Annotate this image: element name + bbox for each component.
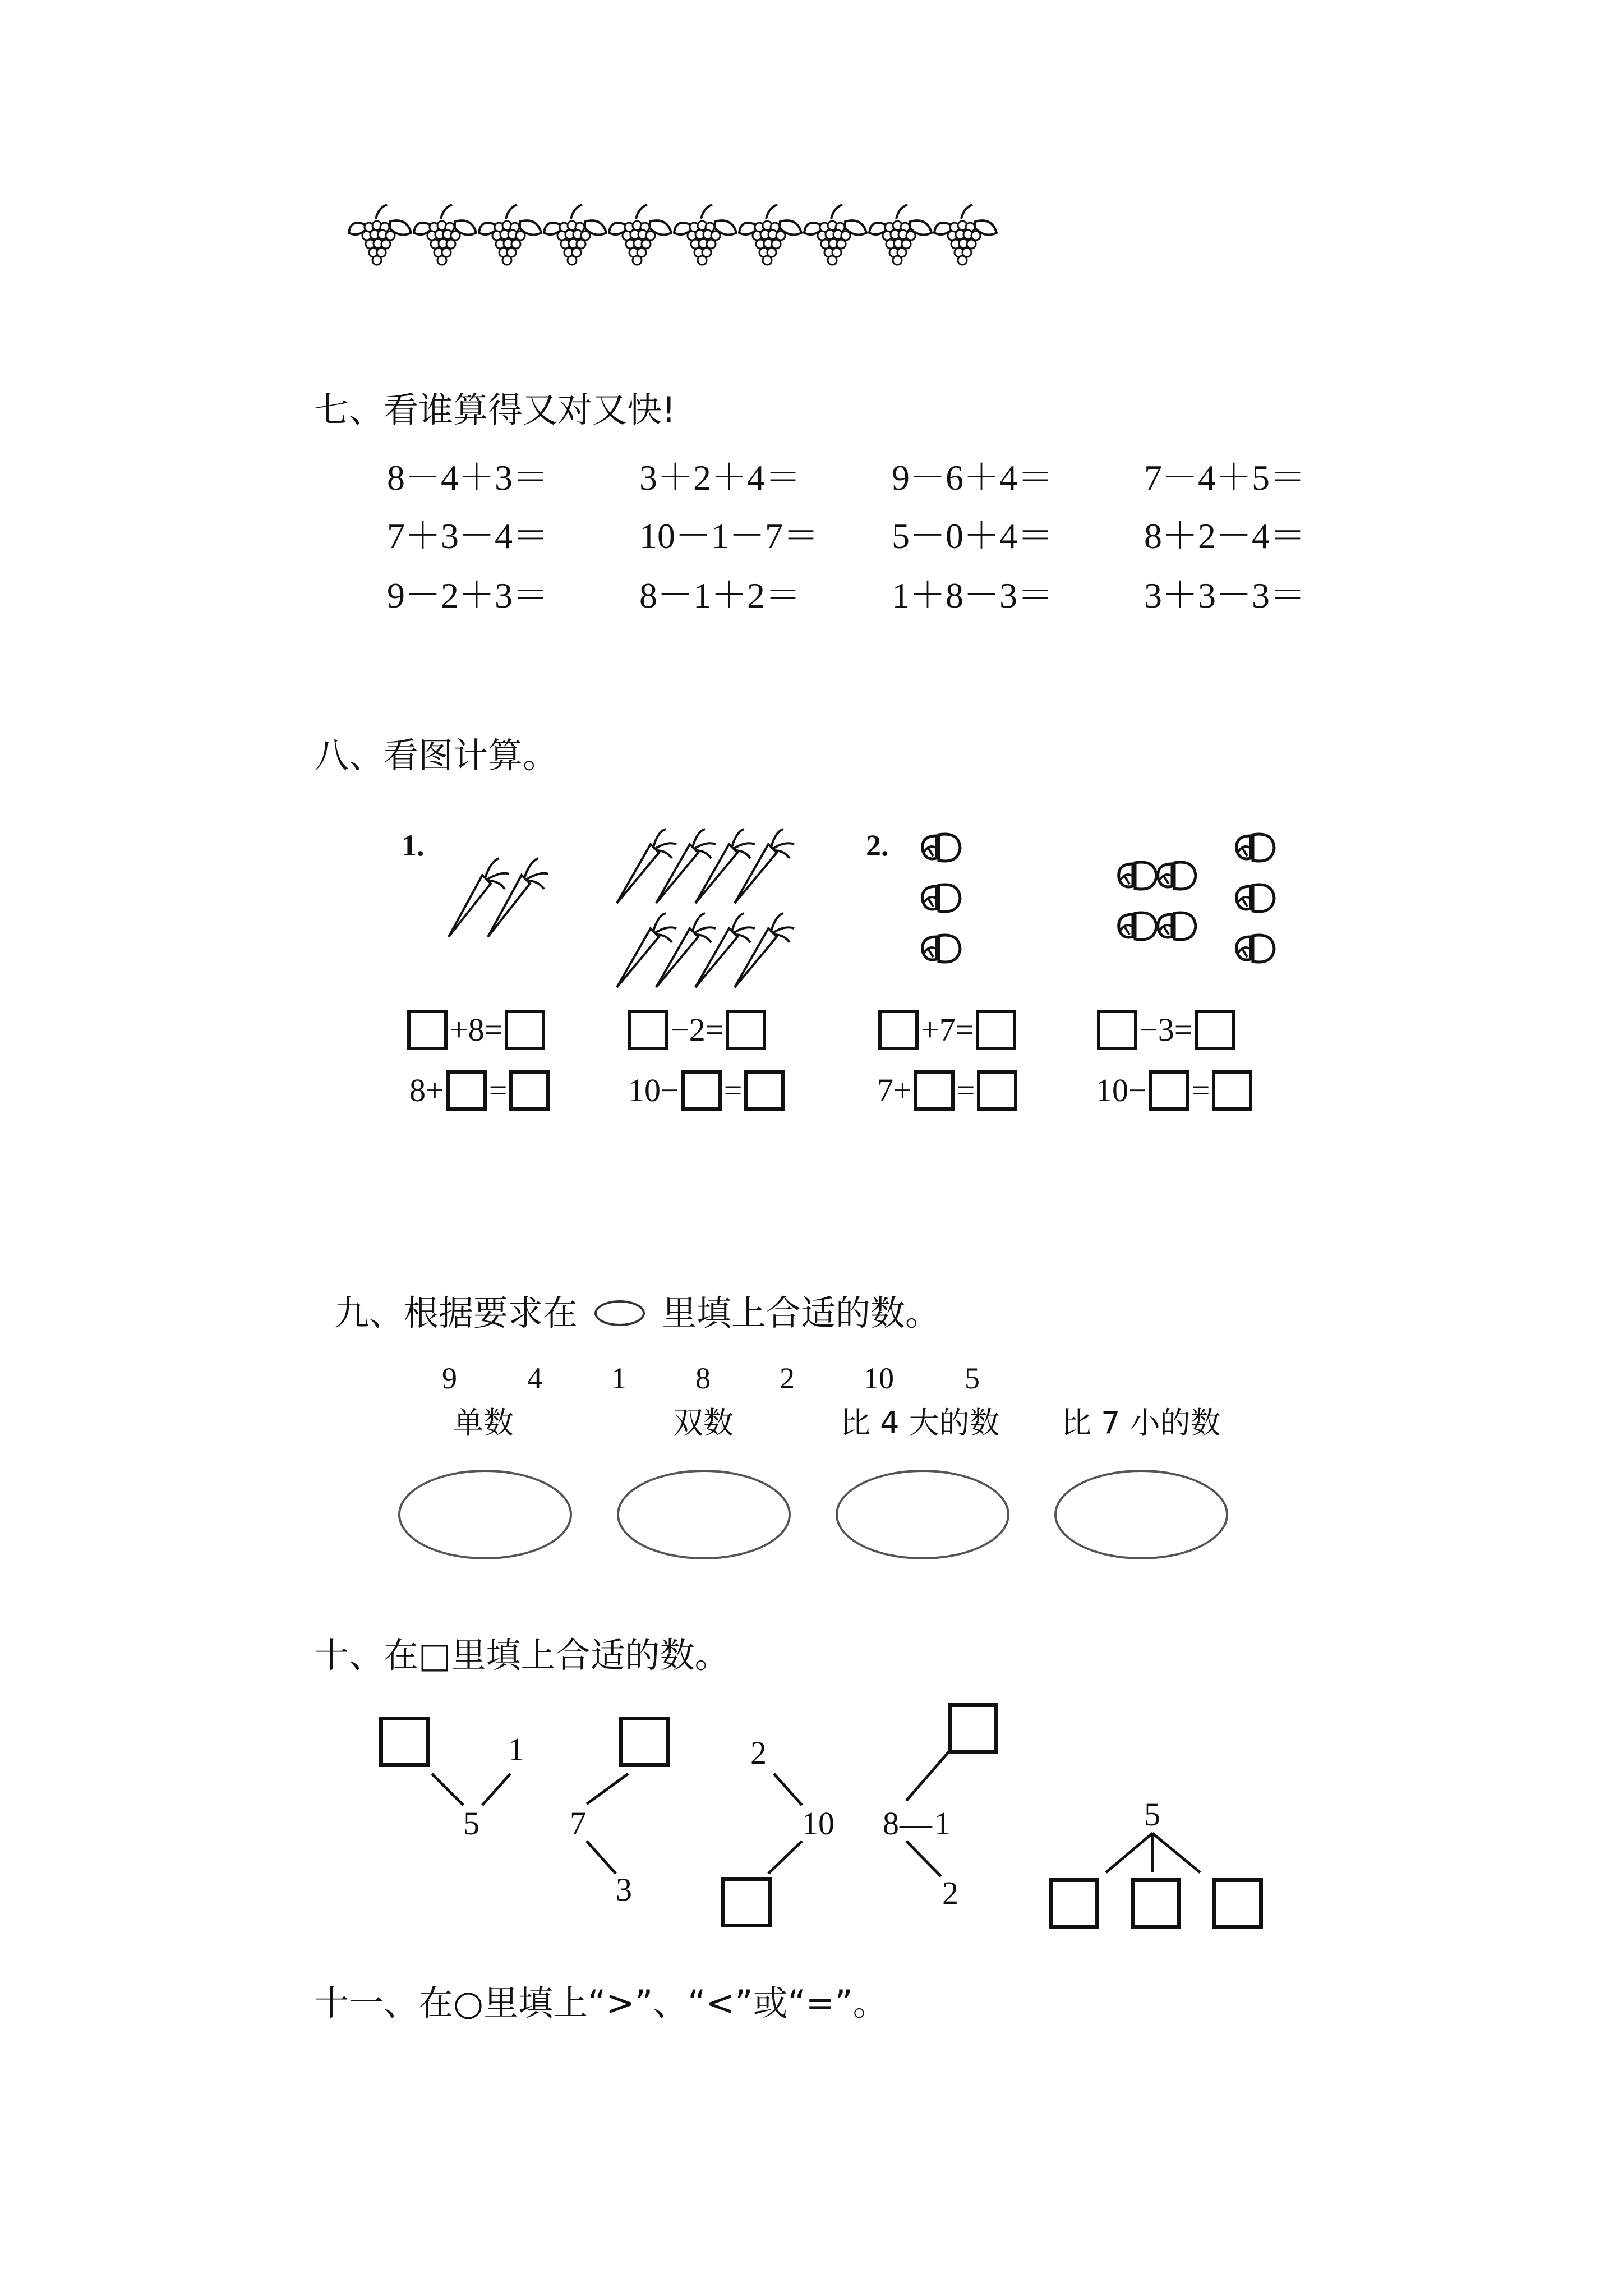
candidate-number: 2 [780, 1361, 795, 1395]
section7-title: 七、看谁算得又对又快! [314, 389, 676, 430]
candidate-number: 10 [864, 1361, 894, 1395]
answer-square[interactable] [379, 1717, 430, 1767]
bond-whole: 5 [463, 1805, 479, 1842]
bond-part: 1 [934, 1805, 951, 1842]
eq-2a: −2= [628, 1010, 766, 1050]
answer-square[interactable] [1049, 1878, 1099, 1929]
candidate-number: 1 [611, 1361, 626, 1395]
answer-square[interactable] [948, 1703, 998, 1754]
eq-4b: 10− = [1094, 1070, 1252, 1111]
candidate-number: 4 [527, 1361, 542, 1395]
bond-part: 2 [750, 1734, 767, 1771]
arith-equation: 8＋2－4＝ [1144, 516, 1306, 556]
bond-whole: 7 [570, 1805, 586, 1842]
section8-title: 八、看图计算。 [314, 735, 558, 776]
bond-whole: 5 [1144, 1796, 1160, 1833]
label-odd: 单数 [453, 1405, 514, 1441]
answer-square[interactable] [721, 1877, 772, 1927]
bond-part: 2 [942, 1875, 958, 1911]
eq-1b: 8+ = [407, 1070, 550, 1111]
arith-equation: 8－1＋2＝ [639, 576, 801, 615]
section10-title: 十、在□里填上合适的数。 [314, 1635, 730, 1676]
answer-square[interactable] [1212, 1878, 1263, 1929]
label-even: 双数 [673, 1405, 734, 1441]
arith-equation: 9－6＋4＝ [892, 458, 1053, 498]
eq-3b: 7+ = [875, 1070, 1017, 1111]
arith-equation: 9－2＋3＝ [387, 576, 548, 615]
eq-3a: +7= [878, 1010, 1016, 1050]
arith-equation: 3＋3－3＝ [1144, 576, 1306, 615]
candidate-number: 8 [695, 1361, 711, 1395]
problem-1-label: 1. [402, 829, 425, 862]
candidate-number: 9 [442, 1361, 457, 1395]
bond-dash: — [900, 1805, 932, 1842]
eq-2b: 10− = [626, 1070, 785, 1111]
eq-4a: −3= [1097, 1010, 1235, 1050]
bond-whole: 8 [883, 1805, 899, 1842]
section11-title: 十一、在○里填上“>”、“<”或“=”。 [314, 1982, 888, 2023]
arith-equation: 10－1－7＝ [639, 516, 819, 556]
problem-2-label: 2. [866, 829, 889, 862]
label-less-than-7: 比 7 小的数 [1061, 1405, 1221, 1441]
answer-square[interactable] [619, 1717, 670, 1767]
answer-square[interactable] [1131, 1878, 1181, 1929]
arith-equation: 8－4＋3＝ [387, 458, 548, 498]
bond-part: 3 [616, 1871, 632, 1908]
bond-whole: 10 [802, 1805, 834, 1842]
candidate-number: 5 [965, 1361, 980, 1395]
section9-title: 九、根据要求在 里填上合适的数。 [334, 1292, 940, 1333]
arith-equation: 5－0＋4＝ [892, 516, 1053, 556]
arith-equation: 3＋2＋4＝ [639, 458, 801, 498]
bond-part: 1 [508, 1731, 524, 1768]
arith-equation: 1＋8－3＝ [892, 576, 1053, 615]
arith-equation: 7＋3－4＝ [387, 516, 548, 556]
arith-equation: 7－4＋5＝ [1144, 458, 1306, 498]
eq-1a: +8= [407, 1010, 545, 1050]
label-greater-than-4: 比 4 大的数 [840, 1405, 1000, 1441]
